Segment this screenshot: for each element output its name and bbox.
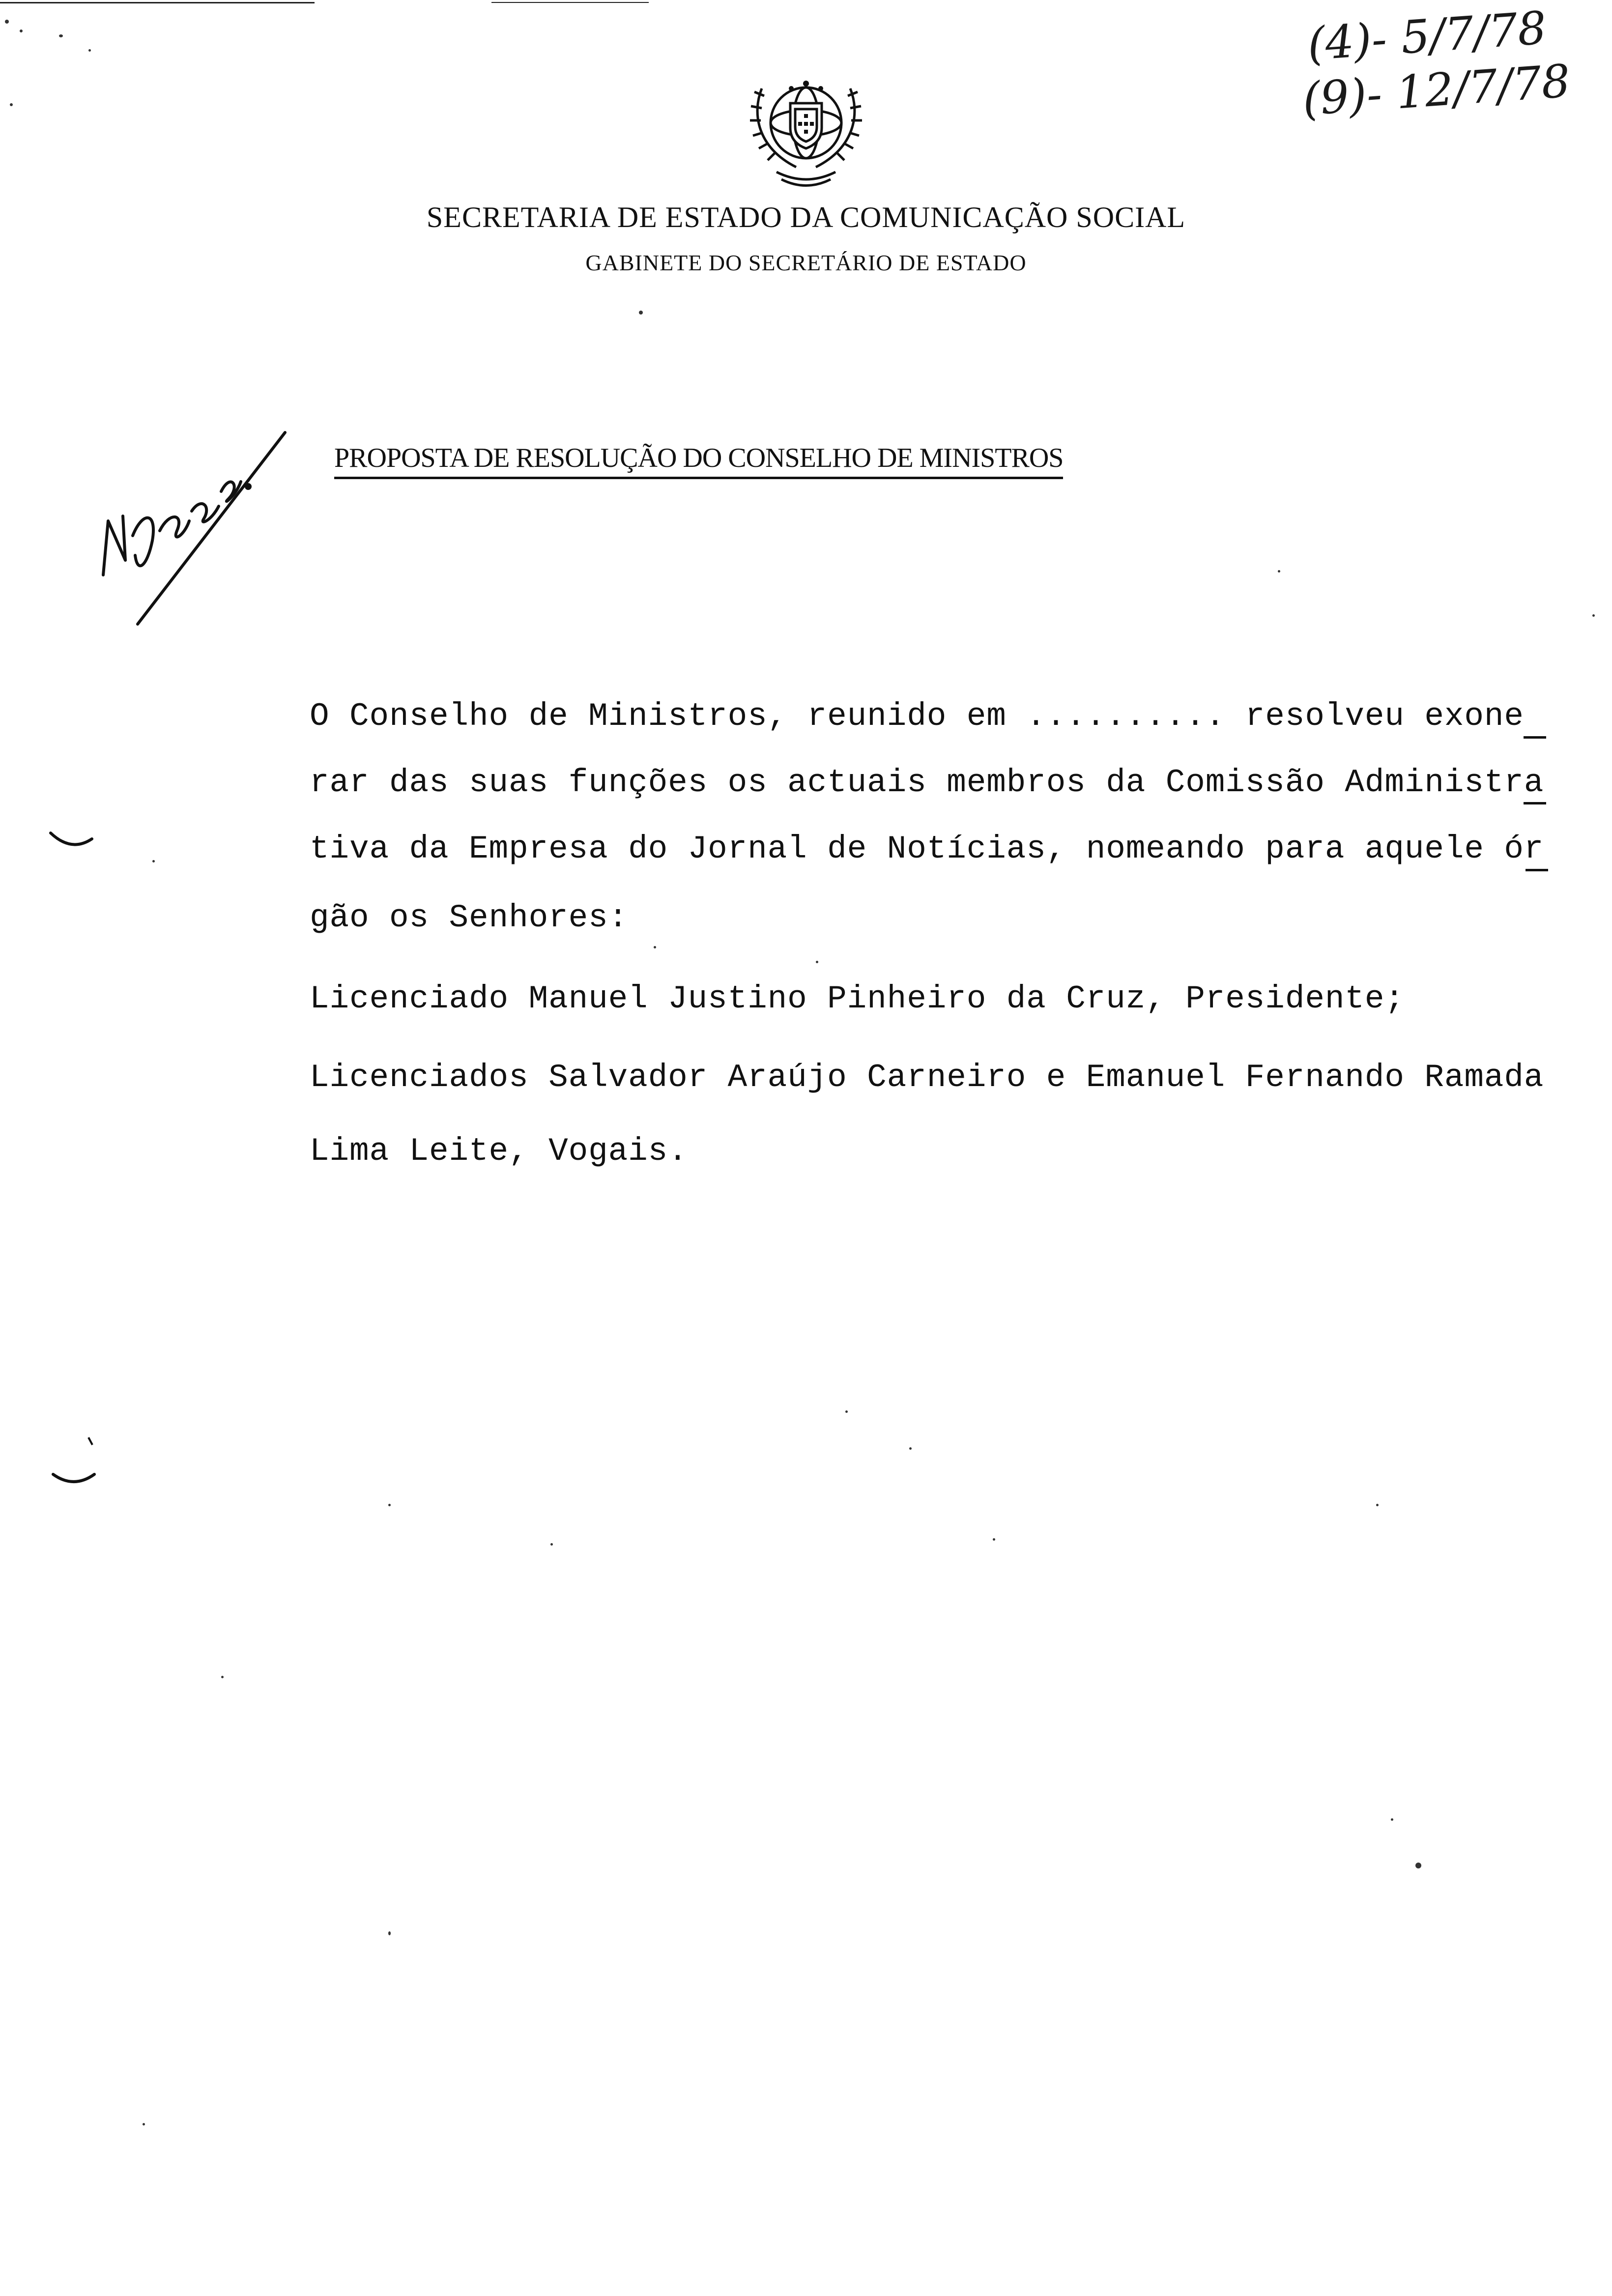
coat-of-arms-icon	[742, 69, 870, 192]
scan-edge-line	[491, 2, 649, 3]
scan-speck	[143, 2123, 145, 2125]
punch-hole-mark	[49, 1435, 98, 1494]
document-title: PROPOSTA DE RESOLUÇÃO DO CONSELHO DE MINISTROS	[334, 442, 1063, 479]
body-line-3	[310, 831, 1544, 867]
scan-speck	[1592, 614, 1595, 617]
scan-speck	[221, 1676, 224, 1678]
header-title: SECRETARIA DE ESTADO DA COMUNICAÇÃO SOCIAL	[426, 201, 1186, 233]
body-line-5	[310, 980, 1405, 1017]
scan-speck	[10, 103, 13, 106]
body-line-2	[310, 764, 1544, 801]
punch-hole-mark	[47, 828, 96, 853]
scan-speck	[388, 1504, 391, 1506]
body-line-6	[310, 1059, 1544, 1096]
scan-speck	[845, 1410, 848, 1413]
scan-speck	[59, 34, 63, 37]
scan-speck	[639, 311, 643, 315]
scan-speck	[20, 29, 23, 32]
body-text: tiva da Empresa do Jornal de Notícias, nomeando para aquele ór	[310, 831, 1544, 867]
handwritten-date-annotation: (4)- 5/7/78	[1305, 1, 1548, 71]
scan-edge-line	[0, 2, 315, 3]
hyphen-mark	[1524, 736, 1546, 739]
header-subtitle: GABINETE DO SECRETÁRIO DE ESTADO	[585, 250, 1027, 275]
scan-speck	[152, 860, 155, 862]
body-text: gão os Senhores:	[310, 899, 629, 936]
scan-speck	[1376, 1504, 1379, 1506]
hyphen-mark	[1524, 802, 1546, 804]
scan-speck	[550, 1543, 553, 1546]
scan-speck	[388, 1931, 391, 1935]
handwritten-date-annotation: (9)- 12/7/78	[1300, 55, 1572, 126]
scan-speck	[88, 49, 91, 52]
body-line-1	[310, 698, 1524, 735]
handwritten-initials	[79, 413, 295, 629]
scan-speck	[1415, 1863, 1421, 1868]
scan-speck	[5, 20, 9, 24]
scan-speck	[654, 946, 656, 948]
body-text: Licenciado Manuel Justino Pinheiro da Cruz, Presidente;	[310, 980, 1405, 1017]
hyphen-mark	[1526, 869, 1548, 871]
body-text: Lima Leite, Vogais.	[310, 1133, 688, 1170]
scan-speck	[1278, 570, 1280, 573]
body-text: rar das suas funções os actuais membros da Comissão Administra	[310, 764, 1544, 801]
body-line-7	[310, 1133, 688, 1170]
body-text: Licenciados Salvador Araújo Carneiro e Emanuel Fernando Ramada	[310, 1059, 1544, 1096]
scan-speck	[816, 961, 818, 963]
scan-speck	[1391, 1818, 1393, 1821]
scan-speck	[993, 1538, 995, 1541]
scan-speck	[909, 1447, 912, 1450]
body-text: O Conselho de Ministros, reunido em .......... resolveu exone	[310, 698, 1524, 735]
body-line-4	[310, 899, 628, 936]
